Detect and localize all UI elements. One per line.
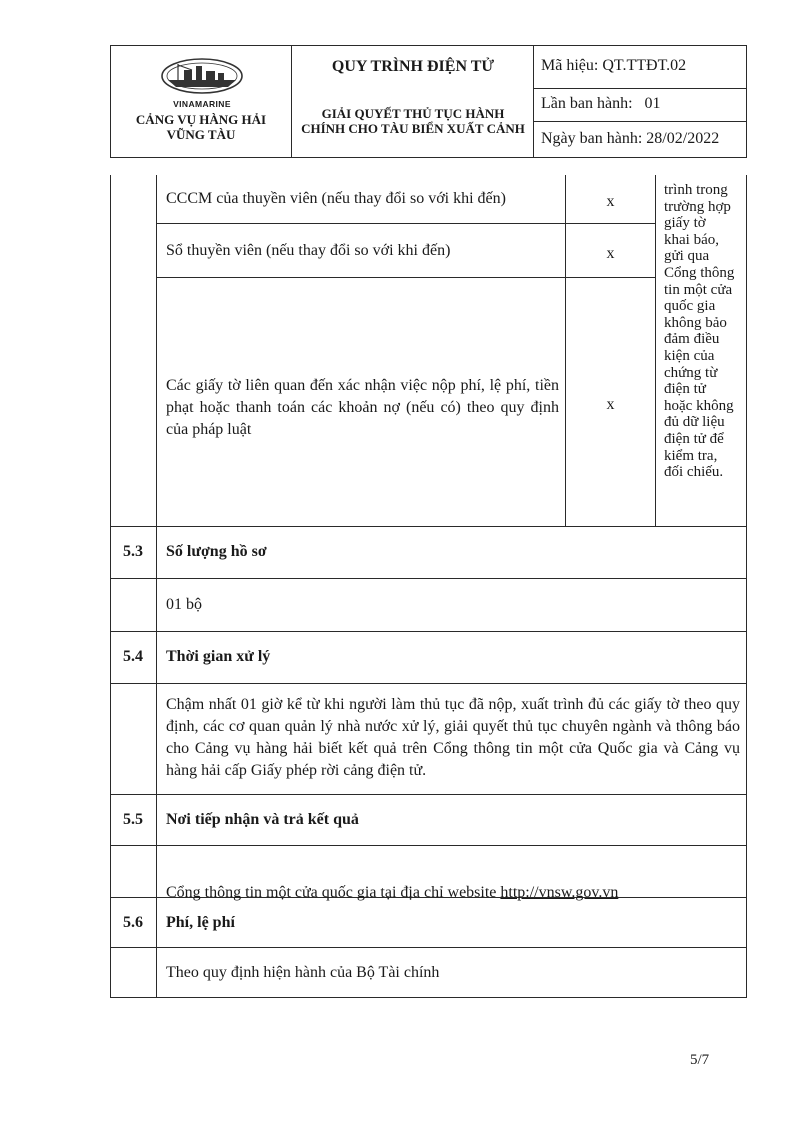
section-heading: Số lượng hồ sơ — [166, 543, 267, 560]
note-line: kiện của — [664, 347, 715, 364]
table-column-divider — [565, 175, 566, 526]
note-line: chứng từ — [664, 364, 718, 381]
page-number: 5/7 — [690, 1052, 710, 1068]
table-row-divider — [110, 845, 747, 846]
issue-date: Ngày ban hành: 28/02/2022 — [541, 130, 720, 147]
table-row-divider — [110, 578, 747, 579]
note-line: trình trong — [664, 182, 728, 198]
section-number: 5.6 — [123, 914, 143, 931]
note-line: giấy tờ — [664, 215, 706, 232]
note-line: đảm điều — [664, 331, 720, 348]
section-content — [166, 860, 618, 904]
note-line: hoặc không — [664, 397, 734, 414]
section-number: 5.3 — [123, 543, 143, 560]
issue-number: Lần ban hành: 01 — [541, 95, 661, 112]
document-item-label: Sổ thuyền viên (nếu thay đổi so với khi đến) — [166, 242, 451, 259]
section-heading: Thời gian xử lý — [166, 648, 271, 665]
header-divider — [533, 121, 747, 122]
document-subtitle: GIẢI QUYẾT THỦ TỤC HÀNH — [321, 106, 505, 121]
doc-code: Mã hiệu: QT.TTĐT.02 — [541, 57, 687, 74]
table-row-divider — [110, 794, 747, 795]
document-item-label: Các giấy tờ liên quan đến xác nhận việc nộp phí, lệ phí, tiền phạt hoặc thanh toán các khoản nợ (nếu có) theo quy định của pháp luật — [166, 377, 559, 438]
section-heading: Phí, lệ phí — [166, 914, 235, 931]
note-line: Cổng thông — [664, 264, 735, 281]
document-item-mark: x — [606, 396, 615, 413]
section-number: 5.5 — [123, 811, 143, 828]
section-content: 01 bộ — [166, 596, 202, 613]
document-subtitle-line2: CHÍNH CHO TÀU BIỂN XUẤT CẢNH — [301, 121, 525, 136]
note-line: điện tử để — [664, 430, 724, 447]
table-row-divider — [110, 631, 747, 632]
section-number: 5.4 — [123, 648, 143, 665]
table-row-divider — [156, 223, 656, 224]
note-line: gửi qua — [664, 248, 710, 265]
note-line: đối chiếu. — [664, 464, 724, 481]
note-line: không bảo — [664, 314, 727, 331]
website-link[interactable]: http://vnsw.gov.vn — [500, 884, 619, 901]
note-line: đủ dữ liệu — [664, 414, 725, 431]
note-line: điện tử — [664, 381, 706, 398]
header-divider — [533, 45, 534, 158]
note-line: quốc gia — [664, 298, 716, 315]
note-line: kiểm tra, — [664, 447, 718, 464]
org-name-line2: VŨNG TÀU — [166, 127, 236, 142]
table-column-divider — [655, 175, 656, 526]
document-title: QUY TRÌNH ĐIỆN TỬ — [331, 58, 495, 75]
section-content: Chậm nhất 01 giờ kể từ khi người làm thủ tục đã nộp, xuất trình đủ các giấy tờ theo quy định, các cơ quan quản lý nhà nước xử lý, giải quyết thủ tục chuyên ngành và thông báo cho Cảng vụ hàng hải biết kết quả trên Cổng thông tin một cửa Quốc gia và Cảng vụ hàng hải cấp Giấy phép rời cảng điện tử. — [166, 696, 740, 779]
document-note — [664, 182, 744, 481]
ship-emblem-icon — [158, 56, 246, 100]
table-row-divider — [110, 526, 747, 527]
header-divider — [533, 88, 747, 89]
section-content: Theo quy định hiện hành của Bộ Tài chính — [166, 964, 440, 981]
org-name: CẢNG VỤ HÀNG HẢI — [135, 112, 267, 127]
org-brand: VINAMARINE — [173, 99, 231, 109]
document-item-mark: x — [606, 245, 615, 262]
note-line: trường hợp — [664, 198, 731, 215]
note-line: tin một cửa — [664, 281, 733, 298]
document-item-label: CCCM của thuyền viên (nếu thay đổi so với khi đến) — [166, 190, 506, 207]
table-row-divider — [110, 683, 747, 684]
note-line: khai báo, — [664, 231, 719, 248]
document-item-mark: x — [606, 193, 615, 210]
table-row-divider — [110, 947, 747, 948]
vinamarine-logo — [158, 56, 246, 100]
table-row-divider — [156, 277, 656, 278]
section-heading: Nơi tiếp nhận và trả kết quả — [166, 811, 359, 828]
section-content-text: Cổng thông tin một cửa quốc gia tại địa chỉ website — [166, 884, 501, 901]
table-column-divider — [156, 175, 157, 998]
